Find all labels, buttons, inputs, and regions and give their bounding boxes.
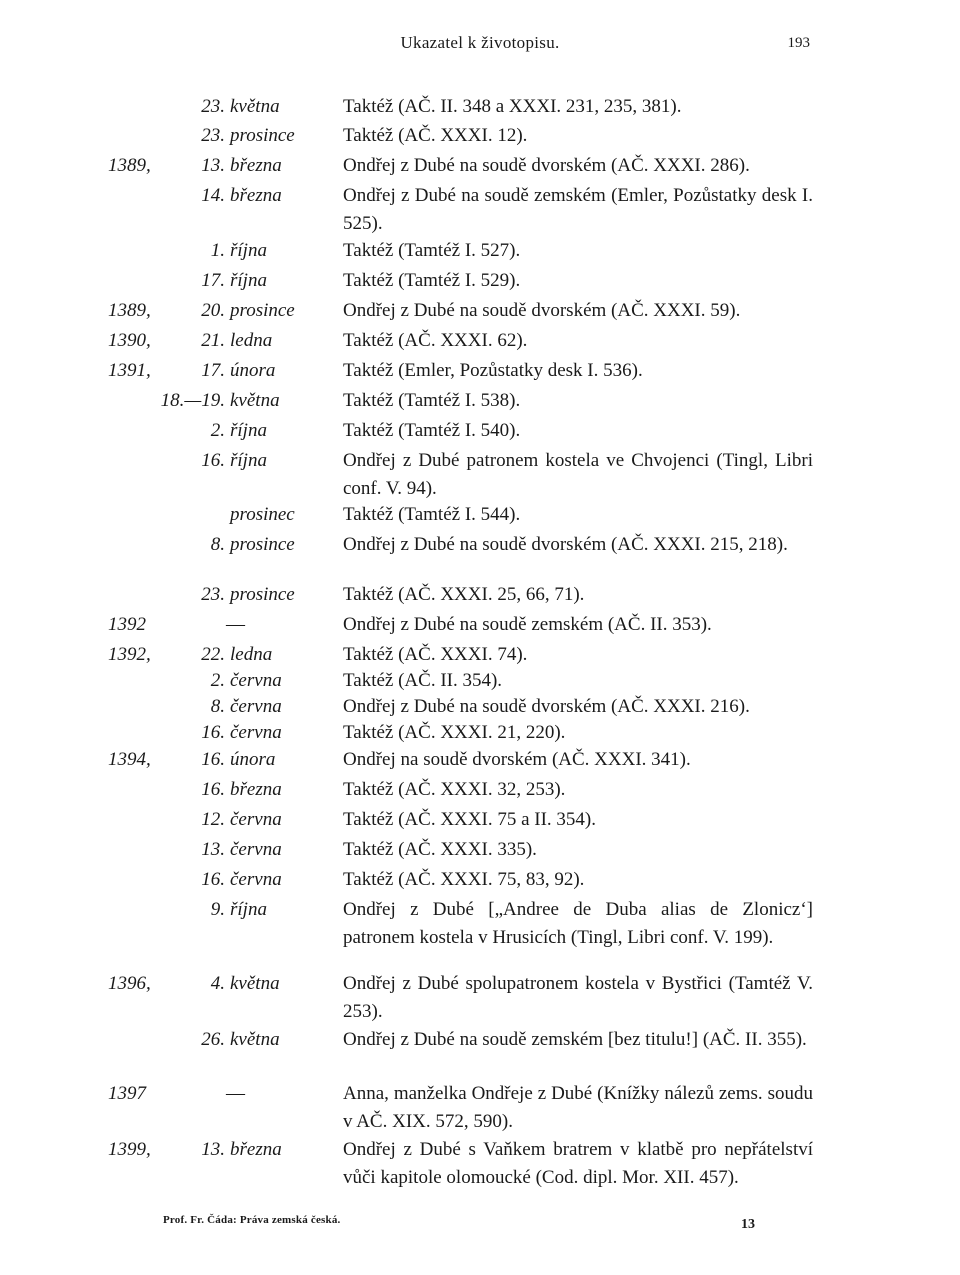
- entry-month: října: [230, 420, 267, 441]
- entry-day: 2.: [210, 420, 225, 441]
- entry-month: prosinec: [230, 504, 295, 525]
- entry-row: [0, 500, 960, 530]
- entry-month: května: [230, 973, 280, 994]
- entry-text: Ondřej z Dubé na soudě dvorském (AČ. XXXI. 286).: [343, 155, 750, 176]
- entry-month: března: [230, 779, 282, 800]
- entry-day: 18.—19.: [160, 390, 225, 411]
- entry-day: 12.: [201, 809, 225, 830]
- entry-text: Taktéž (Emler, Pozůstatky desk I. 536).: [343, 360, 643, 381]
- entry-day: 1.: [210, 240, 225, 261]
- entry-month: června: [230, 809, 282, 830]
- footer-signature: Prof. Fr. Čáda: Práva zemská česká.: [163, 1214, 341, 1226]
- running-header: Ukazatel k životopisu.: [400, 33, 560, 52]
- entry-year: 1391,: [108, 360, 151, 381]
- entry-row: [0, 326, 960, 356]
- entry-text: Taktéž (AČ. XXXI. 32, 253).: [343, 779, 566, 800]
- entry-row: [0, 775, 960, 805]
- entry-year: 1392: [108, 614, 146, 635]
- entry-day: 16.: [201, 722, 225, 743]
- entry-text: Ondřej z Dubé na soudě dvorském (AČ. XXXI. 216).: [343, 696, 750, 717]
- entry-row: [0, 530, 960, 560]
- entry-row: [0, 236, 960, 266]
- entry-row: [0, 610, 960, 640]
- entry-day: 2.: [210, 670, 225, 691]
- entry-row: [0, 151, 960, 181]
- entry-day: —: [226, 1083, 245, 1104]
- entry-day: 21.: [201, 330, 225, 351]
- entry-year: 1396,: [108, 973, 151, 994]
- entry-month: prosince: [230, 125, 295, 146]
- entry-day: 23.: [201, 584, 225, 605]
- entry-row: [0, 181, 960, 234]
- entry-month: prosince: [230, 584, 295, 605]
- entry-day: 8.: [210, 534, 225, 555]
- entry-text: Taktéž (AČ. II. 354).: [343, 670, 503, 691]
- entry-text: Ondřej z Dubé patronem kostela ve Chvojenci (Tingl, Libri conf. V. 94).: [343, 450, 813, 499]
- entry-row: [0, 446, 960, 499]
- entry-row: [0, 416, 960, 446]
- entry-text: Taktéž (AČ. XXXI. 75, 83, 92).: [343, 869, 585, 890]
- entry-month: března: [230, 185, 282, 206]
- entry-text: Taktéž (AČ. XXXI. 335).: [343, 839, 537, 860]
- entry-row: [0, 1135, 960, 1188]
- entry-text: Ondřej na soudě dvorském (AČ. XXXI. 341).: [343, 749, 691, 770]
- entry-row: [0, 356, 960, 386]
- entry-day: 16.: [201, 779, 225, 800]
- entry-row: [0, 745, 960, 775]
- entry-text: Taktéž (AČ. XXXI. 74).: [343, 644, 528, 665]
- entry-row: [0, 386, 960, 416]
- entry-row: [0, 969, 960, 1022]
- entry-text: Taktéž (AČ. XXXI. 21, 220).: [343, 722, 566, 743]
- entry-text: Taktéž (AČ. XXXI. 25, 66, 71).: [343, 584, 585, 605]
- entry-month: června: [230, 839, 282, 860]
- entry-text: Taktéž (Tamtéž I. 527).: [343, 240, 521, 261]
- entry-month: října: [230, 899, 267, 920]
- entry-year: 1394,: [108, 749, 151, 770]
- entry-text: Ondřej z Dubé na soudě zemském [bez titulu!] (AČ. II. 355).: [343, 1029, 807, 1050]
- entry-day: 17.: [201, 360, 225, 381]
- entry-year: 1399,: [108, 1139, 151, 1160]
- entry-month: prosince: [230, 534, 295, 555]
- entry-day: 13.: [201, 155, 225, 176]
- entry-month: června: [230, 696, 282, 717]
- entry-month: října: [230, 240, 267, 261]
- entry-row: [0, 121, 960, 151]
- entry-text: Ondřej z Dubé na soudě dvorském (AČ. XXXI. 215, 218).: [343, 534, 788, 555]
- entry-month: února: [230, 749, 276, 770]
- entry-row: [0, 835, 960, 865]
- entry-day: 13.: [201, 839, 225, 860]
- entry-year: 1390,: [108, 330, 151, 351]
- sheet-number: 13: [741, 1217, 755, 1232]
- entry-month: října: [230, 450, 267, 471]
- entry-text: Anna, manželka Ondřeje z Dubé (Knížky nálezů zems. soudu v AČ. XIX. 572, 590).: [343, 1083, 813, 1132]
- page-number: 193: [787, 35, 810, 51]
- entry-day: 20.: [201, 300, 225, 321]
- entry-text: Taktéž (AČ. XXXI. 62).: [343, 330, 528, 351]
- entry-row: [0, 296, 960, 326]
- entry-text: Taktéž (AČ. XXXI. 75 a II. 354).: [343, 809, 596, 830]
- entry-month: ledna: [230, 644, 273, 665]
- entry-month: května: [230, 96, 280, 117]
- entry-month: prosince: [230, 300, 295, 321]
- entry-year: 1397: [108, 1083, 146, 1104]
- entry-day: 23.: [201, 125, 225, 146]
- entry-text: Taktéž (AČ. II. 348 a XXXI. 231, 235, 381).: [343, 96, 682, 117]
- entry-month: června: [230, 869, 282, 890]
- entry-month: června: [230, 722, 282, 743]
- entry-text: Taktéž (AČ. XXXI. 12).: [343, 125, 528, 146]
- entry-day: 22.: [201, 644, 225, 665]
- entry-day: 23.: [201, 96, 225, 117]
- entry-month: října: [230, 270, 267, 291]
- entry-month: května: [230, 1029, 280, 1050]
- entry-text: Ondřej z Dubé [„Andree de Duba alias de Zlonicz‘] patronem kostela v Hrusicích (Tingl, Libri conf. V. 199).: [343, 899, 813, 948]
- entry-month: března: [230, 155, 282, 176]
- entry-day: 16.: [201, 869, 225, 890]
- entry-row: [0, 92, 960, 122]
- entry-row: [0, 865, 960, 895]
- entry-row: [0, 805, 960, 835]
- entry-row: [0, 895, 960, 948]
- entry-month: června: [230, 670, 282, 691]
- entry-day: 4.: [210, 973, 225, 994]
- entry-month: května: [230, 390, 280, 411]
- entry-day: 9.: [210, 899, 225, 920]
- entry-month: března: [230, 1139, 282, 1160]
- entry-day: 13.: [201, 1139, 225, 1160]
- entry-day: 26.: [201, 1029, 225, 1050]
- entry-year: 1389,: [108, 155, 151, 176]
- entry-day: 8.: [210, 696, 225, 717]
- entry-row: [0, 1025, 960, 1055]
- entry-month: února: [230, 360, 276, 381]
- entry-text: Ondřej z Dubé spolupatronem kostela v Bystřici (Tamtéž V. 253).: [343, 973, 813, 1022]
- entry-text: Taktéž (Tamtéž I. 544).: [343, 504, 521, 525]
- entry-text: Taktéž (Tamtéž I. 538).: [343, 390, 521, 411]
- entry-day: 14.: [201, 185, 225, 206]
- entry-row: [0, 1079, 960, 1132]
- entry-year: 1392,: [108, 644, 151, 665]
- entry-year: 1389,: [108, 300, 151, 321]
- entry-day: 16.: [201, 450, 225, 471]
- entry-text: Ondřej z Dubé na soudě zemském (Emler, Pozůstatky desk I. 525).: [343, 185, 813, 234]
- entry-row: [0, 266, 960, 296]
- entry-day: —: [226, 614, 245, 635]
- entry-day: 17.: [201, 270, 225, 291]
- entry-row: [0, 580, 960, 610]
- entry-text: Ondřej z Dubé na soudě dvorském (AČ. XXXI. 59).: [343, 300, 741, 321]
- entry-text: Ondřej z Dubé na soudě zemském (AČ. II. 353).: [343, 614, 712, 635]
- entry-text: Ondřej z Dubé s Vaňkem bratrem v klatbě pro nepřátelství vůči kapitole olomoucké (Cod. dipl. Mor. XII. 457).: [343, 1139, 813, 1188]
- entry-text: Taktéž (Tamtéž I. 540).: [343, 420, 521, 441]
- entry-day: 16.: [201, 749, 225, 770]
- entry-row: [0, 718, 960, 748]
- entry-text: Taktéž (Tamtéž I. 529).: [343, 270, 521, 291]
- entry-month: ledna: [230, 330, 273, 351]
